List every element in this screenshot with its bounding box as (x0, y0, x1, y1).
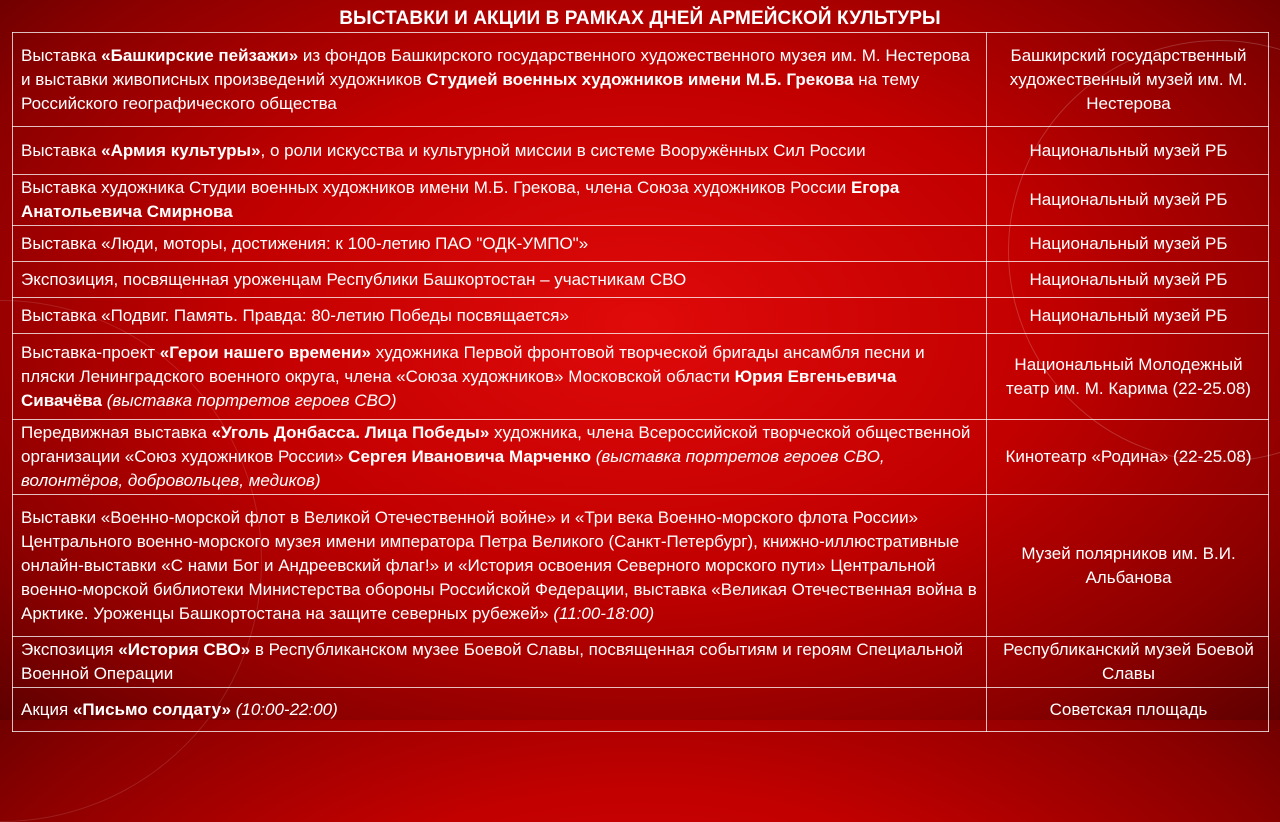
table-row (13, 175, 1269, 226)
event-venue: Башкирский государственный художественный музей им. М. Нестерова (987, 33, 1269, 127)
text-segment: Выставка (21, 140, 102, 160)
table-row (13, 226, 1269, 262)
table-row (13, 688, 1269, 732)
bold-text: «Армия культуры» (101, 140, 261, 160)
text-segment: художника, члена Всероссийской творческой общественной организации «Союз художников России» (21, 423, 971, 466)
event-description (13, 226, 987, 262)
text-segment: Выставка-проект (21, 342, 160, 362)
bold-text: «История СВО» (118, 640, 251, 659)
event-description (13, 262, 987, 298)
text-segment: из фондов Башкирского государственного художественного музея им. М. Нестерова и выставки живописных произведений художников (21, 45, 970, 89)
text-segment: в Республиканском музее Боевой Славы, посвященная событиям и героям Специальной Военной Операции (21, 640, 964, 683)
events-table (12, 32, 1269, 732)
event-description (13, 33, 987, 127)
table-row (13, 127, 1269, 175)
text-segment: Акция (21, 699, 73, 719)
page-title: ВЫСТАВКИ И АКЦИИ В РАМКАХ ДНЕЙ АРМЕЙСКОЙ КУЛЬТУРЫ (339, 8, 941, 29)
text-segment: , о роли искусства и культурной миссии в системе Вооружённых Сил России (260, 140, 866, 160)
bold-text: «Письмо солдату» (72, 699, 231, 719)
event-venue: Национальный музей РБ (987, 298, 1269, 334)
italic-text: (11:00-18:00) (553, 603, 655, 623)
event-description (13, 495, 987, 637)
text-segment: Выставка художника Студии военных художников имени М.Б. Грекова, члена Союза художников России (21, 178, 851, 197)
event-description (13, 637, 987, 688)
text-segment: Передвижная выставка (21, 423, 212, 442)
text-segment: Выставка «Люди, моторы, достижения: к 100-летию ПАО "ОДК-УМПО"» (21, 233, 589, 253)
table-row (13, 334, 1269, 420)
text-segment: Экспозиция, посвященная уроженцам Республики Башкортостан – участникам СВО (21, 269, 687, 289)
event-venue: Советская площадь (987, 688, 1269, 732)
text-segment: на тему Российского географического общества (21, 69, 920, 113)
text-segment: Выставки «Военно-морской флот в Великой Отечественной войне» и «Три века Военно-морского флота России» Центрального военно-морского музея имени императора Петра Великого (Санкт-Петербург), книжно-иллюстративные онлайн-выставки «С нами Бог и Андреевский флаг!» и «История освоения Северного морского пути» Центральной военно-морской библиотеки Министерства обороны Российской Федерации, выставка «Великая Отечественная война в Арктике. Уроженцы Башкортостана на защите северных рубежей» (21, 507, 977, 623)
text-segment: Экспозиция (21, 640, 119, 659)
text-segment: Выставка (21, 45, 102, 65)
italic-text: (10:00-22:00) (235, 699, 338, 719)
table-row (13, 33, 1269, 127)
event-description (13, 127, 987, 175)
event-venue: Национальный музей РБ (987, 226, 1269, 262)
bold-text: «Герои нашего времени» (159, 342, 371, 362)
event-description (13, 175, 987, 226)
event-venue: Кинотеатр «Родина» (22-25.08) (987, 420, 1269, 495)
events-table-body (13, 33, 1269, 732)
table-row (13, 298, 1269, 334)
bold-text: Юрия Евгеньевича Сивачёва (21, 366, 897, 410)
event-venue: Национальный музей РБ (987, 175, 1269, 226)
table-row (13, 262, 1269, 298)
bold-text: Егора Анатольевича Смирнова (21, 178, 900, 221)
table-row (13, 420, 1269, 495)
text-segment: Выставка «Подвиг. Память. Правда: 80-летию Победы посвящается» (21, 305, 569, 325)
event-venue: Национальный музей РБ (987, 262, 1269, 298)
bold-text: Студией военных художников имени М.Б. Грекова (426, 69, 854, 89)
bold-text: Сергея Ивановича Марченко (348, 447, 592, 466)
event-description (13, 688, 987, 732)
bold-text: «Уголь Донбасса. Лица Победы» (211, 423, 490, 442)
table-row (13, 637, 1269, 688)
event-venue: Национальный музей РБ (987, 127, 1269, 175)
italic-text: (выставка портретов героев СВО, волонтёров, добровольцев, медиков) (21, 447, 885, 490)
event-venue: Национальный Молодежный театр им. М. Карима (22-25.08) (987, 334, 1269, 420)
event-description (13, 334, 987, 420)
event-description (13, 420, 987, 495)
event-venue: Музей полярников им. В.И. Альбанова (987, 495, 1269, 637)
bold-text: «Башкирские пейзажи» (101, 45, 299, 65)
event-description (13, 298, 987, 334)
table-row (13, 495, 1269, 637)
italic-text: (выставка портретов героев СВО) (106, 390, 397, 410)
text-segment: художника Первой фронтовой творческой бригады ансамбля песни и пляски Ленинградского военного округа, члена «Союза художников» Московской области (21, 342, 925, 386)
event-venue: Республиканский музей Боевой Славы (987, 637, 1269, 688)
